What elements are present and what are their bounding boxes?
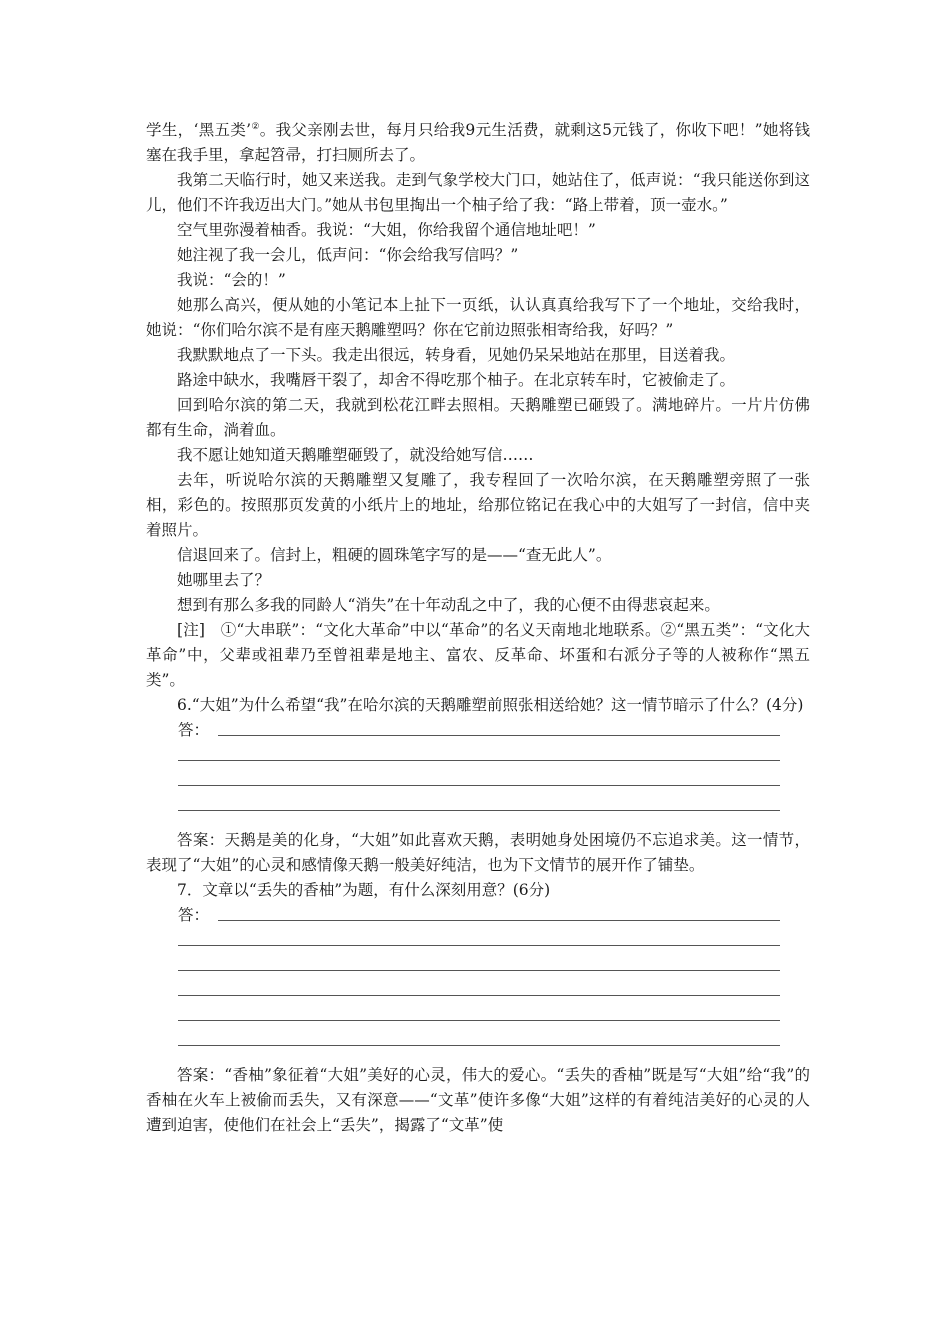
story-paragraph: 她注视了我一会儿，低声问：“你会给我写信吗？” [177,246,519,264]
story-paragraph: 回到哈尔滨的第二天，我就到松花江畔去照相。天鹅雕塑已砸毁了。满地碎片。一片片仿佛都有生命，淌着血。 [146,396,810,439]
story-paragraph: 信退回来了。信封上，粗硬的圆珠笔字写的是——“查无此人”。 [177,546,612,564]
story-paragraph: 她那么高兴，便从她的小笔记本上扯下一页纸，认认真真给我写下了一个地址，交给我时，她说：“你们哈尔滨不是有座天鹅雕塑吗？你在它前边照张相寄给我，好吗？” [146,296,810,339]
answer-rule [178,995,780,996]
footnote: [注] ①“大串联”：“文化大革命”中以“革命”的名义天南地北地联系。②“黑五类”：“文化大革命”中，父辈或祖辈乃至曾祖辈是地主、富农、反革命、坏蛋和右派分子等的人被称作“黑五类”。 [146,621,810,689]
answer-rule [178,1045,780,1046]
answer-line[interactable] [146,793,810,818]
story-paragraph: 我不愿让她知道天鹅雕塑砸毁了，就没给她写信…… [177,446,534,464]
answer-line[interactable] [146,718,810,743]
answer-line[interactable] [146,928,810,953]
answer-7: 答案：“香柚”象征着“大姐”美好的心灵，伟大的爱心。“丢失的香柚”既是写“大姐”给“我”的香柚在火车上被偷而丢失，又有深意——“文革”使许多像“大姐”这样的有着纯洁美好的心灵的人遭到迫害，使他们在社会上“丢失”，揭露了“文革”使 [146,1066,810,1134]
answer-line[interactable] [146,768,810,793]
story-paragraph: 她哪里去了？ [177,571,271,589]
footnote-marker: ② [251,122,260,132]
spacer [146,818,810,828]
story-paragraph: 我说：“会的！” [177,271,286,289]
answer-line[interactable] [146,978,810,1003]
answer-6: 答案：天鹅是美的化身，“大姐”如此喜欢天鹅，表明她身处困境仍不忘追求美。这一情节，表现了“大姐”的心灵和感情像天鹅一般美好纯洁，也为下文情节的展开作了铺垫。 [146,831,810,874]
document-page [146,118,810,1138]
story-paragraph: 空气里弥漫着柚香。我说：“大姐，你给我留个通信地址吧！” [177,221,596,239]
story-paragraph: 去年，听说哈尔滨的天鹅雕塑又复雕了，我专程回了一次哈尔滨，在天鹅雕塑旁照了一张相，彩色的。按照那页发黄的小纸片上的地址，给那位铭记在我心中的大姐写了一封信，信中夹着照片。 [146,471,810,539]
answer-label: 答： [178,721,210,739]
text-segment: 学生，‘黑五类’ [146,121,252,139]
story-paragraph: 我第二天临行时，她又来送我。走到气象学校大门口，她站住了，低声说：“我只能送你到这儿，他们不许我迈出大门。”她从书包里掏出一个柚子给了我：“路上带着，顶一壶水。” [146,171,810,214]
text-segment: 。我父亲刚去世，每月只给我9元生活费，就剩这5元钱了，你收下吧！”她将钱塞在我手里，拿起笤帚，打扫厕所去了。 [146,121,810,164]
answer-line[interactable] [146,743,810,768]
answer-rule [218,735,780,736]
answer-line[interactable] [146,1003,810,1028]
story-paragraph: 路途中缺水，我嘴唇干裂了，却舍不得吃那个柚子。在北京转车时，它被偷走了。 [177,371,736,389]
answer-area-6[interactable] [146,718,810,818]
story-paragraph [146,118,810,168]
answer-line[interactable] [146,1028,810,1053]
answer-area-7[interactable] [146,903,810,1053]
answer-line[interactable] [146,903,810,928]
answer-label: 答： [178,906,210,924]
question-7: 7．文章以“丢失的香柚”为题，有什么深刻用意？(6分) [177,881,551,899]
story-paragraph: 想到有那么多我的同龄人“消失”在十年动乱之中了，我的心便不由得悲哀起来。 [177,596,720,614]
story-paragraph: 我默默地点了一下头。我走出很远，转身看，见她仍呆呆地站在那里，目送着我。 [177,346,736,364]
answer-rule [218,920,780,921]
answer-rule [178,760,780,761]
question-6: 6.“大姐”为什么希望“我”在哈尔滨的天鹅雕塑前照张相送给她？这一情节暗示了什么？(4分) [177,696,804,714]
answer-rule [178,810,780,811]
answer-line[interactable] [146,953,810,978]
answer-rule [178,970,780,971]
answer-rule [178,1020,780,1021]
answer-rule [178,785,780,786]
spacer [146,1053,810,1063]
answer-rule [178,945,780,946]
